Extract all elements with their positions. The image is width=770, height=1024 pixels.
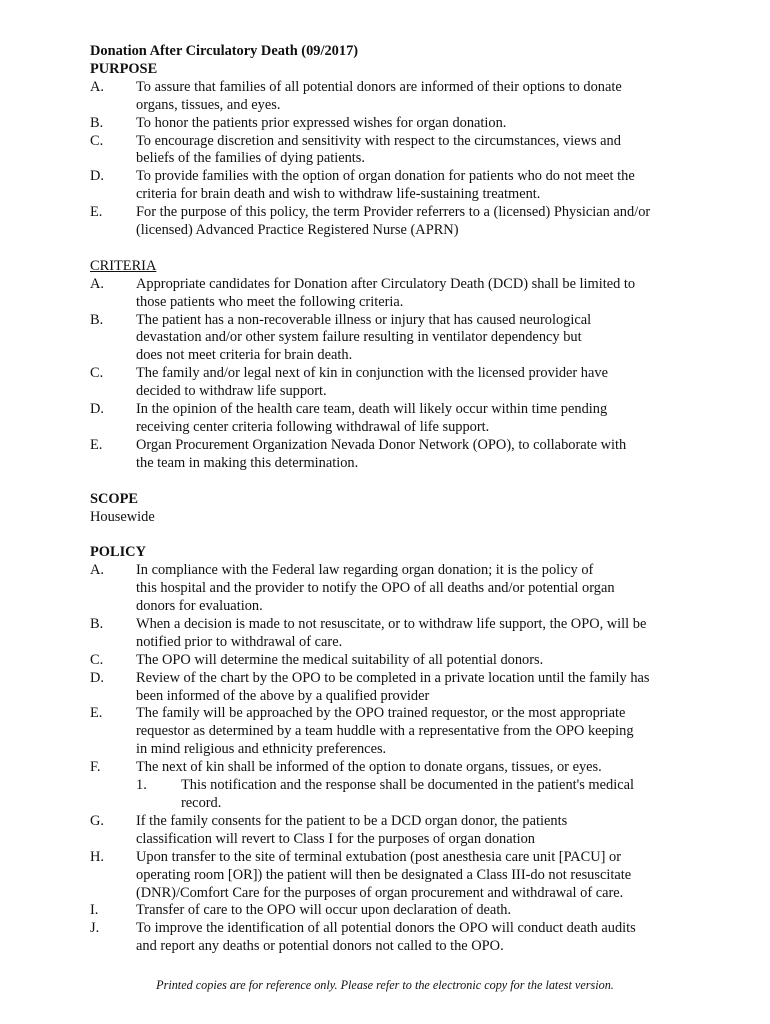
scope-heading: SCOPE [90,490,138,507]
item-line: If the family consents for the patient to be a DCD organ donor, the patients [136,812,568,829]
item-line: notified prior to withdrawal of care. [136,633,343,650]
item-letter: J. [90,920,100,937]
item-letter: D. [90,168,104,185]
item-text [136,79,690,115]
list-item [90,670,690,706]
policy-section [90,544,690,956]
criteria-list [90,276,690,473]
item-letter: B. [90,311,104,328]
list-item [90,437,690,473]
purpose-heading: PURPOSE [90,60,158,77]
item-text [136,849,690,903]
item-letter: A. [90,275,104,292]
item-letter: B. [90,615,104,632]
purpose-list [90,79,690,240]
item-letter: D. [90,401,104,418]
policy-heading: POLICY [90,544,146,561]
list-item [90,920,690,956]
criteria-heading: CRITERIA [90,257,157,274]
item-line: the team in making this determination. [136,454,359,471]
item-line: To provide families with the option of organ donation for patients who do not meet the [136,168,635,185]
item-text [181,777,690,813]
item-line: (DNR)/Comfort Care for the purposes of organ procurement and withdrawal of care. [136,884,624,901]
item-letter: B. [90,114,104,131]
item-text [136,276,690,312]
item-text [136,204,690,240]
item-line: criteria for brain death and wish to withdraw life-sustaining treatment. [136,186,541,203]
item-text [136,168,690,204]
item-line: organs, tissues, and eyes. [136,96,281,113]
item-line: Upon transfer to the site of terminal extubation (post anesthesia care unit [PACU] or [136,848,622,865]
item-line: The next of kin shall be informed of the option to donate organs, tissues, or eyes. [136,759,602,776]
item-line: those patients who meet the following criteria. [136,293,404,310]
item-line: operating room [OR]) the patient will then be designated a Class III-do not resuscitate [136,866,632,883]
item-line: The family will be approached by the OPO trained requestor, or the most appropriate [136,705,626,722]
item-line: been informed of the above by a qualified provider [136,687,430,704]
purpose-section [90,61,690,240]
item-letter: G. [90,812,104,829]
item-text [136,401,690,437]
item-letter: 1. [136,777,147,794]
item-line: does not meet criteria for brain death. [136,347,353,364]
item-line: classification will revert to Class I for the purposes of organ donation [136,830,535,847]
item-letter: F. [90,759,101,776]
item-text [136,652,690,670]
item-line: (licensed) Advanced Practice Registered Nurse (APRN) [136,222,459,239]
item-line: Appropriate candidates for Donation after Circulatory Death (DCD) shall be limited to [136,275,636,292]
item-line: In the opinion of the health care team, death will likely occur within time pending [136,401,608,418]
list-item [90,79,690,115]
item-text [136,902,690,920]
item-line: requestor as determined by a team huddle with a representative from the OPO keeping [136,723,634,740]
list-item [90,312,690,366]
item-text [136,759,690,777]
item-text [136,437,690,473]
footer-note: Printed copies are for reference only. Please refer to the electronic copy for the latest version. [156,978,614,992]
item-line: The patient has a non-recoverable illness or injury that has caused neurological [136,311,592,328]
criteria-section [90,258,690,473]
item-letter: E. [90,204,103,221]
list-item [90,813,690,849]
item-letter: H. [90,848,104,865]
item-text [136,562,690,616]
document-body [90,43,690,974]
list-item [90,276,690,312]
item-text [136,670,690,706]
item-line: devastation and/or other system failure resulting in ventilator dependency but [136,329,582,346]
item-text [136,365,690,401]
item-letter: A. [90,562,104,579]
item-line: donors for evaluation. [136,598,263,615]
scope-section [90,491,690,527]
item-line: The family and/or legal next of kin in conjunction with the licensed provider have [136,365,608,382]
policy-list [90,562,690,956]
item-line: Transfer of care to the OPO will occur upon declaration of death. [136,902,512,919]
list-item [90,204,690,240]
list-item [90,562,690,616]
item-text [136,115,690,133]
item-text [136,616,690,652]
item-line: Review of the chart by the OPO to be completed in a private location until the family has [136,669,650,686]
list-item [90,365,690,401]
item-text [136,920,690,956]
item-line: In compliance with the Federal law regarding organ donation; it is the policy of [136,562,594,579]
list-item [90,401,690,437]
list-item [90,133,690,169]
item-line: receiving center criteria following withdrawal of life support. [136,419,490,436]
item-line: record. [181,795,222,812]
list-item [90,759,690,777]
item-text [136,705,690,759]
list-item [90,902,690,920]
item-line: To honor the patients prior expressed wishes for organ donation. [136,114,507,131]
item-line: This notification and the response shall be documented in the patient's medical [181,777,634,794]
item-letter: C. [90,651,104,668]
document-title: Donation After Circulatory Death (09/2017) [90,43,359,59]
list-item [90,168,690,204]
list-item [90,115,690,133]
item-line: To improve the identification of all potential donors the OPO will conduct death audits [136,920,636,937]
list-item [90,652,690,670]
item-line: decided to withdraw life support. [136,383,327,400]
item-letter: I. [90,902,99,919]
list-item [90,705,690,759]
item-letter: D. [90,669,104,686]
item-letter: C. [90,132,104,149]
list-item [90,849,690,903]
item-line: To encourage discretion and sensitivity with respect to the circumstances, views and [136,132,621,149]
item-text [136,133,690,169]
item-line: this hospital and the provider to notify the OPO of all deaths and/or potential organ [136,580,615,597]
item-letter: E. [90,436,103,453]
item-letter: A. [90,78,104,95]
item-line: For the purpose of this policy, the term Provider referrers to a (licensed) Physician and/or [136,204,651,221]
item-line: and report any deaths or potential donors not called to the OPO. [136,938,504,955]
item-letter: C. [90,365,104,382]
item-line: Organ Procurement Organization Nevada Donor Network (OPO), to collaborate with [136,436,627,453]
item-text [136,813,690,849]
item-letter: E. [90,705,103,722]
list-sub-item [90,777,690,813]
item-line: To assure that families of all potential donors are informed of their options to donate [136,78,622,95]
item-line: When a decision is made to not resuscitate, or to withdraw life support, the OPO, will be [136,615,647,632]
scope-text: Housewide [90,508,155,525]
item-line: in mind religious and ethnicity preferences. [136,741,387,758]
item-line: beliefs of the families of dying patients. [136,150,365,167]
item-text [136,312,690,366]
list-item [90,616,690,652]
item-line: The OPO will determine the medical suitability of all potential donors. [136,651,544,668]
